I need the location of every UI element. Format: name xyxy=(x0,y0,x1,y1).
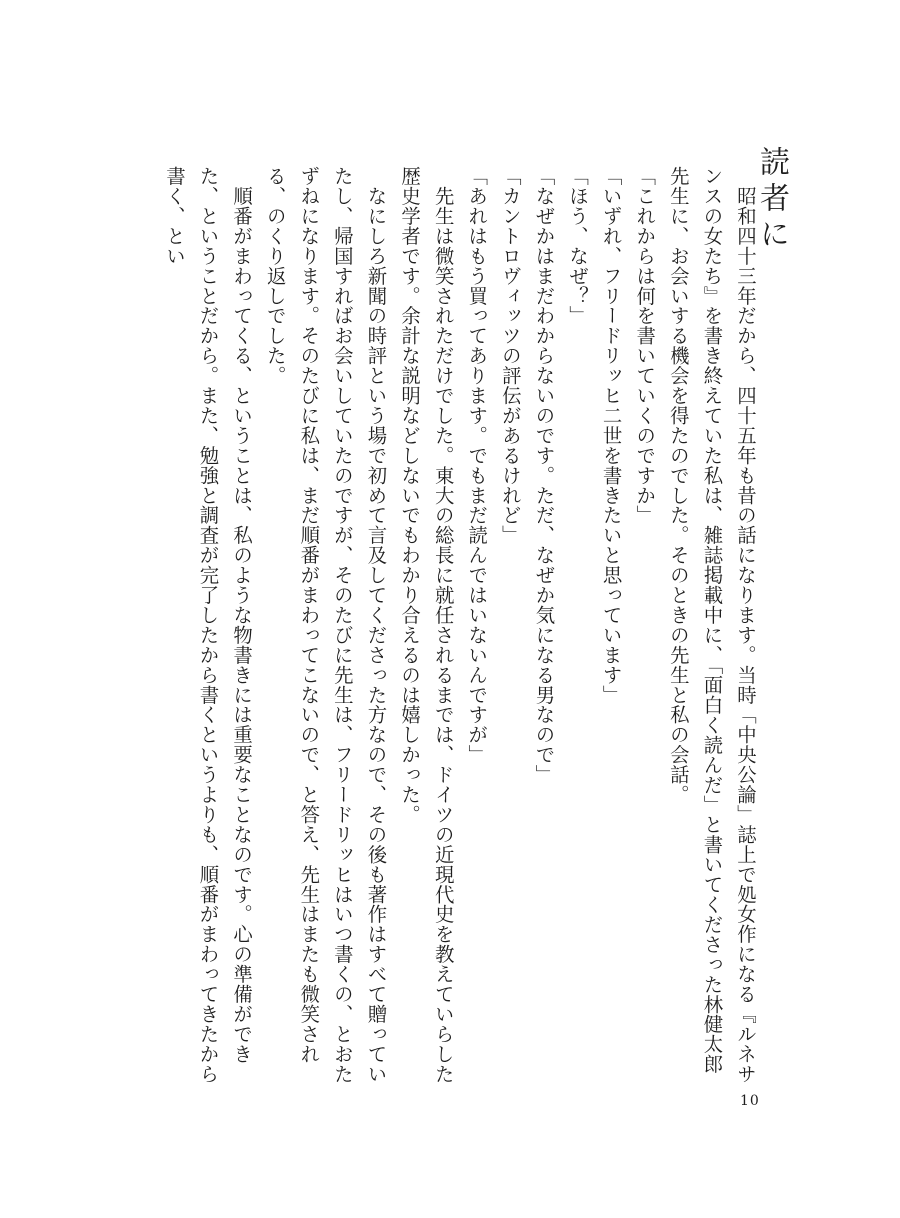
paragraph: 順番がまわってくる、ということは、私のような物書きには重要なことなのです。心の準備ができた、ということだから。また、勉強と調査が完了したから書くというよりも、順番がまわってきたから書く、とい xyxy=(162,166,254,1084)
page-number: 10 xyxy=(740,1093,760,1109)
dialogue-line: 「これからは何を書いていくのですか」 xyxy=(633,166,657,526)
paragraph: 昭和四十三年だから、四十五年も昔の話になります。当時「中央公論」誌上で処女作になる『ルネサンスの女たち』を書き終えていた私は、雑誌掲載中に、「面白く読んだ」と書いてくださった林健太郎先生に、お会いする機会を得たのでした。そのときの先生と私の会話。 xyxy=(666,166,757,1084)
dialogue-line: 「いずれ、フリードリッヒ二世を書きたいと思っています」 xyxy=(599,166,623,705)
paragraph: なにしろ新聞の時評という場で初めて言及してくださった方なので、その後も著作はすべて贈っていたし、帰国すればお会いしていたのですが、そのたびに先生は、フリードリッヒはいつ書くの、とおたずねになります。そのたびに私は、まだ順番がまわってこないので、と答え、先生はまたも微笑される、のくり返しでした。 xyxy=(263,166,388,1084)
paragraph: 先生は微笑されただけでした。東大の総長に就任されるまでは、ドイツの近現代史を教えていらした歴史学者です。余計な説明などしないでもわかり合えるのは嬉しかった。 xyxy=(398,166,455,1084)
dialogue-line: 「あれはもう買ってあります。でもまだ読んではいないんですが」 xyxy=(465,166,489,765)
dialogue-line: 「なぜかはまだわからないのです。ただ、なぜか気になる男なので」 xyxy=(532,166,556,785)
chapter-title: 読者に xyxy=(754,146,789,254)
dialogue-line: 「カントロヴィッツの評伝があるけれど」 xyxy=(498,166,522,546)
body-text xyxy=(157,166,762,1086)
dialogue-line: 「ほう、なぜ？」 xyxy=(566,166,590,326)
